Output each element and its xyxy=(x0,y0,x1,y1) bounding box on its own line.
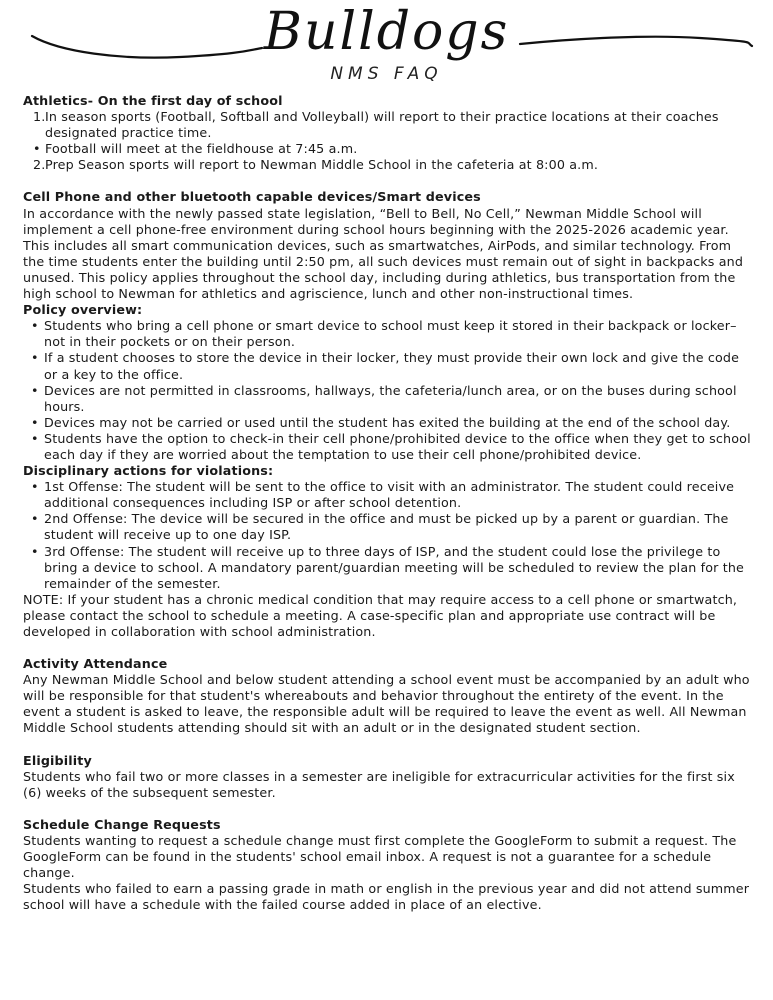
policy-list xyxy=(23,318,751,463)
list-item: • Devices may not be carried or used until the student has exited the building at the end of the school day. xyxy=(29,415,751,431)
policy-heading: Policy overview: xyxy=(23,302,143,318)
list-item xyxy=(33,157,751,173)
list-item: • If a student chooses to store the device in their locker, they must provide their own lock and give the code or a key to the office. xyxy=(29,350,751,382)
schedule-section xyxy=(23,817,751,914)
page-subtitle: NMS FAQ xyxy=(330,64,443,84)
discipline-list xyxy=(23,479,751,592)
cell-phone-heading: Cell Phone and other bluetooth capable devices/Smart devices xyxy=(23,189,481,205)
medical-note: NOTE: If your student has a chronic medical condition that may require access to a cell phone or smartwatch, please contact the school to schedule a meeting. A case-specific plan and appropriate use contract will be developed in collaboration with school administration. xyxy=(23,591,738,639)
athletics-section xyxy=(23,93,751,173)
faq-content xyxy=(23,93,751,913)
activity-text: Any Newman Middle School and below student attending a school event must be accompanied by an adult who will be responsible for that student's whereabouts and behavior throughout the entirety of the event. In the event a student is asked to leave, the responsible adult will be required to leave the event as well. All Newman Middle School students attending should sit with an adult or in the designated student section. xyxy=(23,672,750,736)
list-item: • Devices are not permitted in classrooms, hallways, the cafeteria/lunch area, or on the buses during school hours. xyxy=(29,383,751,415)
list-item: • 2nd Offense: The device will be secured in the office and must be picked up by a parent or guardian. The student will receive up to one day ISP. xyxy=(29,511,751,543)
schedule-heading: Schedule Change Requests xyxy=(23,816,221,832)
activity-heading: Activity Attendance xyxy=(23,656,168,672)
discipline-heading: Disciplinary actions for violations: xyxy=(23,463,274,479)
page-title: Bulldogs xyxy=(263,2,510,62)
athletics-list xyxy=(23,109,751,173)
list-item-text: Prep Season sports will report to Newman Middle School in the cafeteria at 8:00 a.m. xyxy=(45,157,599,173)
list-marker: 2. xyxy=(33,157,46,173)
list-item xyxy=(33,141,751,157)
cell-phone-intro: In accordance with the newly passed state legislation, “Bell to Bell, No Cell,” Newman Middle School will implement a cell phone-free environment during school hours beginning with the 2025-2026 academic year. This includes all smart communication devices, such as smartwatches, AirPods, and similar technology. From the time students enter the building until 2:50 pm, all such devices must remain out of sight in backpacks and unused. This policy applies throughout the school day, including during athletics, bus transportation from the high school to Newman for athletics and agriscience, lunch and other non-instructional times. xyxy=(23,205,744,302)
list-item-text: Football will meet at the fieldhouse at 7:45 a.m. xyxy=(45,141,358,157)
list-item: • Students who bring a cell phone or smart device to school must keep it stored in their backpack or locker–not in their pockets or on their person. xyxy=(29,318,751,350)
schedule-text-1: Students wanting to request a schedule change must first complete the GoogleForm to submit a request. The GoogleForm can be found in the students' school email inbox. A request is not a guarantee for a schedule change. xyxy=(23,832,737,881)
athletics-heading: Athletics- On the first day of school xyxy=(23,93,283,108)
schedule-text-2: Students who failed to earn a passing grade in math or english in the previous year and did not attend summer school will have a schedule with the failed course added in place of an elective. xyxy=(23,881,750,913)
activity-section xyxy=(23,656,751,736)
list-item: • Students have the option to check-in their cell phone/prohibited device to the office when they get to school each day if they are worried about the temptation to use their cell phone/prohibited device. xyxy=(29,431,751,463)
cell-phone-section xyxy=(23,189,751,640)
eligibility-section xyxy=(23,753,751,801)
page-header xyxy=(0,0,773,95)
eligibility-heading: Eligibility xyxy=(23,752,92,768)
list-item xyxy=(33,109,751,141)
list-marker: • xyxy=(33,141,41,157)
list-item-text: In season sports (Football, Softball and Volleyball) will report to their practice locations at their coaches designated practice time. xyxy=(45,109,719,141)
list-marker: 1. xyxy=(33,109,46,125)
list-item: • 1st Offense: The student will be sent to the office to visit with an administrator. The student could receive additional consequences including ISP or after school detention. xyxy=(29,479,751,511)
list-item: • 3rd Offense: The student will receive up to three days of ISP, and the student could lose the privilege to bring a device to school. A mandatory parent/guardian meeting will be scheduled to review the plan for the remainder of the semester. xyxy=(29,544,751,592)
eligibility-text: Students who fail two or more classes in a semester are ineligible for extracurricular activities for the first six (6) weeks of the subsequent semester. xyxy=(23,768,735,800)
